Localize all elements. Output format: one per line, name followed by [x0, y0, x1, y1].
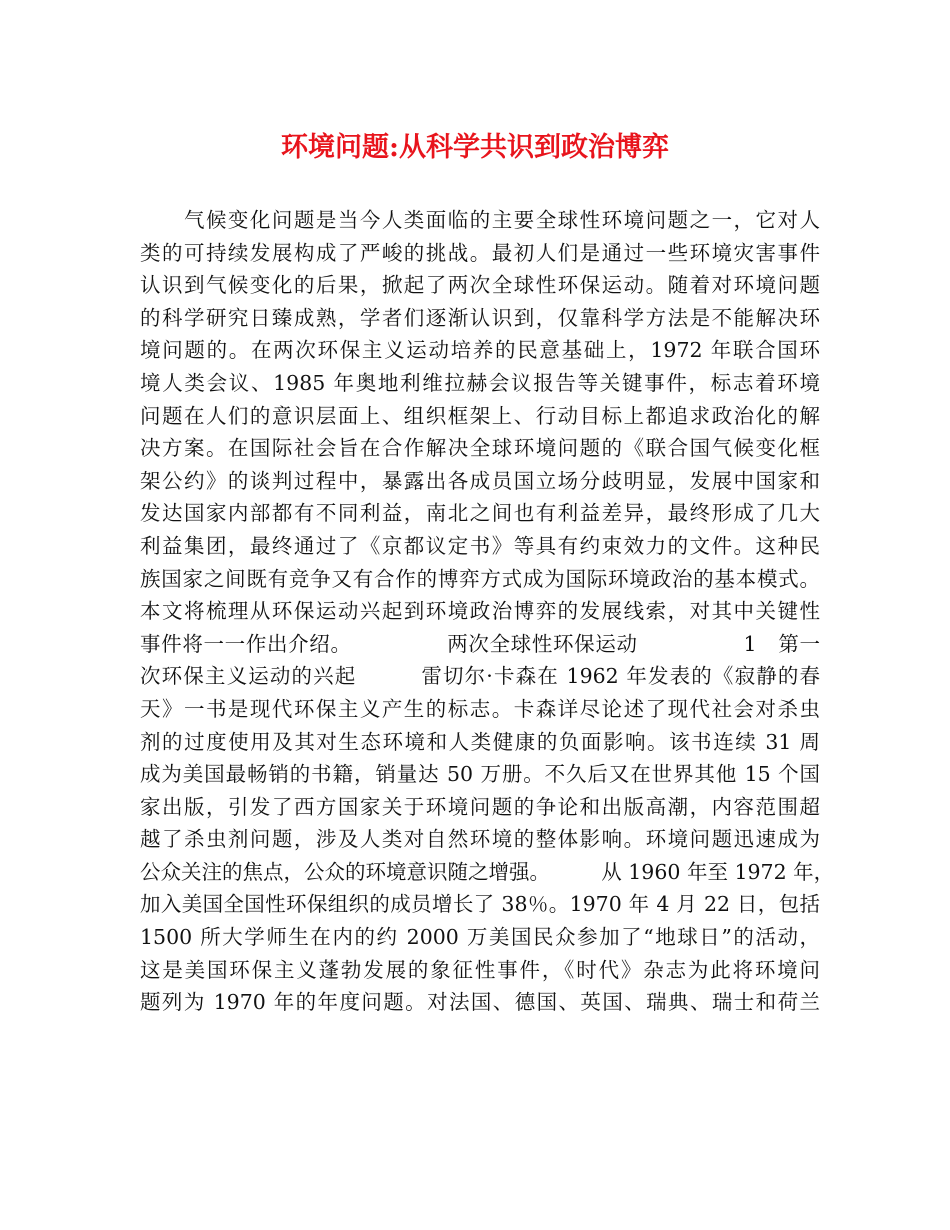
text-line: 问题在人们的意识层面上、组织框架上、行动目标上都追求政治化的解: [140, 403, 820, 428]
text-line: 成为美国最畅销的书籍，销量达 50 万册。不久后又在世界其他 15 个国: [140, 762, 820, 787]
text-line: 本文将梳理从环保运动兴起到环境政治博弈的发展线索，对其中关键性: [140, 599, 820, 624]
text-line: 的科学研究日臻成熟，学者们逐渐认识到，仅靠科学方法是不能解决环: [140, 305, 820, 330]
text-line: 加入美国全国性环保组织的成员增长了 38％。1970 年 4 月 22 日，包括: [140, 892, 820, 917]
text-line: 事件将一一作出介绍。 两次全球性环保运动 1 第一: [140, 631, 820, 656]
text-line: 境问题的。在两次环保主义运动培养的民意基础上，1972 年联合国环: [140, 338, 820, 363]
text-line: 利益集团，最终通过了《京都议定书》等具有约束效力的文件。这种民: [140, 533, 820, 558]
text-line: 类的可持续发展构成了严峻的挑战。最初人们是通过一些环境灾害事件: [140, 240, 820, 265]
text-line: 越了杀虫剂问题，涉及人类对自然环境的整体影响。环境问题迅速成为: [140, 827, 820, 852]
text-line: 认识到气候变化的后果，掀起了两次全球性环保运动。随着对环境问题: [140, 273, 820, 298]
text-line: 这是美国环保主义蓬勃发展的象征性事件，《时代》杂志为此将环境问: [140, 957, 820, 982]
text-line: 题列为 1970 年的年度问题。对法国、德国、英国、瑞典、瑞士和荷兰: [140, 990, 820, 1015]
text-line: 决方案。在国际社会旨在合作解决全球环境问题的《联合国气候变化框: [140, 436, 820, 461]
text-line: 家出版，引发了西方国家关于环境问题的争论和出版高潮，内容范围超: [140, 794, 820, 819]
text-line: 气候变化问题是当今人类面临的主要全球性环境问题之一，它对人: [140, 208, 820, 232]
text-line: 族国家之间既有竞争又有合作的博弈方式成为国际环境政治的基本模式。: [140, 566, 820, 591]
text-line: 天》一书是现代环保主义产生的标志。卡森详尽论述了现代社会对杀虫: [140, 696, 820, 721]
document-body: [140, 204, 835, 1019]
text-line: 次环保主义运动的兴起 雷切尔·卡森在 1962 年发表的《寂静的春: [140, 664, 820, 689]
text-line: 公众关注的焦点，公众的环境意识随之增强。 从 1960 年至 1972 年，: [140, 859, 835, 884]
text-line: 剂的过度使用及其对生态环境和人类健康的负面影响。该书连续 31 周: [140, 729, 820, 754]
text-line: 境人类会议、1985 年奥地利维拉赫会议报告等关键事件，标志着环境: [140, 370, 820, 395]
text-line: 架公约》的谈判过程中，暴露出各成员国立场分歧明显，发展中国家和: [140, 468, 820, 493]
document-title: 环境问题:从科学共识到政治博弈: [281, 132, 669, 163]
text-line: 发达国家内部都有不同利益，南北之间也有利益差异，最终形成了几大: [140, 501, 820, 526]
text-line: 1500 所大学师生在内的约 2000 万美国民众参加了“地球日”的活动，: [140, 925, 820, 950]
